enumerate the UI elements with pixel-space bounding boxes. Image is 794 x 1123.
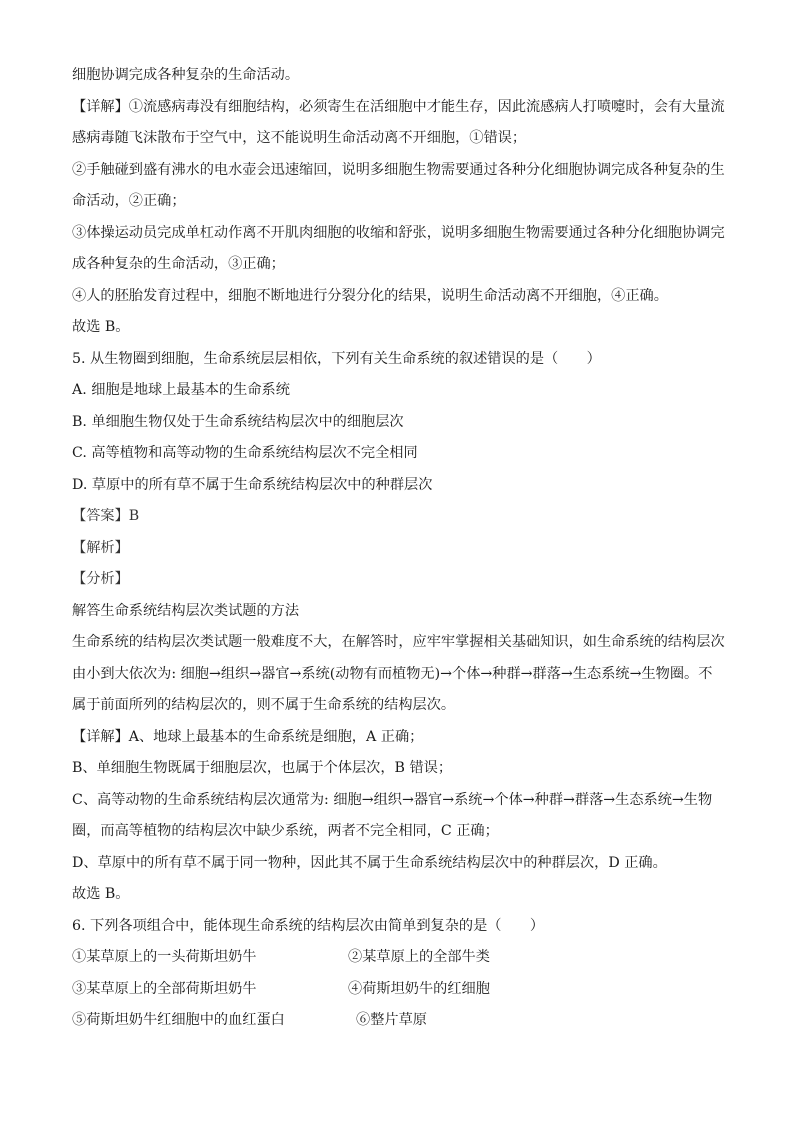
option-item: ③某草原上的全部荷斯坦奶牛 [72,981,257,997]
text-line: C、高等动物的生命系统结构层次通常为: 细胞→组织→器官→系统→个体→种群→群落→生态系统→生物 [72,792,713,808]
text-line: 解答生命系统结构层次类试题的方法 [72,603,300,619]
analysis-heading: 【解析】 [72,540,129,556]
text-line: 成各种复杂的生命活动，③正确； [72,256,285,272]
text-line: 属于前面所列的结构层次的，则不属于生命系统的结构层次。 [72,697,456,713]
option-item: ⑤荷斯坦奶牛红细胞中的血红蛋白 [72,1012,285,1028]
option-item: ①某草原上的一头荷斯坦奶牛 [72,949,257,965]
question-6-stem: 6. 下列各项组合中，能体现生命系统的结构层次由简单到复杂的是（ ） [72,918,545,934]
text-line: D、草原中的所有草不属于同一物种，因此其不属于生命系统结构层次中的种群层次，D 正确。 [72,855,667,871]
option-item: ④荷斯坦奶牛的红细胞 [348,981,490,997]
answer-label: 【答案】B [72,508,140,524]
text-line: 感病毒随飞沫散布于空气中，这不能说明生命活动离不开细胞，①错误； [72,130,527,146]
text-line: B、单细胞生物既属于细胞层次，也属于个体层次，B 错误； [72,760,453,776]
question-5-stem: 5. 从生物圈到细胞，生命系统层层相依，下列有关生命系统的叙述错误的是（ ） [72,351,601,367]
text-line: 细胞协调完成各种复杂的生命活动。 [72,67,300,83]
text-line: 【详解】①流感病毒没有细胞结构，必须寄生在活细胞中才能生存，因此流感病人打喷嚏时，会有大量流 [72,99,725,115]
text-line: ③体操运动员完成单杠动作离不开肌肉细胞的收缩和舒张，说明多细胞生物需要通过各种分化细胞协调完 [72,225,725,241]
option-c: C. 高等植物和高等动物的生命系统结构层次不完全相同 [72,445,418,461]
text-line: 故选 B。 [72,319,130,335]
option-item: ⑥整片草原 [356,1012,427,1028]
option-a: A. 细胞是地球上最基本的生命系统 [72,382,290,398]
text-line: 命活动，②正确； [72,193,186,209]
text-line: 由小到大依次为: 细胞→组织→器官→系统(动物有而植物无)→个体→种群→群落→生态系统→生物圈。不 [72,666,713,682]
option-d: D. 草原中的所有草不属于生命系统结构层次中的种群层次 [72,477,433,493]
text-line: 故选 B。 [72,886,130,902]
text-line: 【详解】A、地球上最基本的生命系统是细胞，A 正确； [72,729,424,745]
text-line: ④人的胚胎发育过程中，细胞不断地进行分裂分化的结果，说明生命活动离不开细胞，④正确。 [72,288,668,304]
text-line: 生命系统的结构层次类试题一般难度不大，在解答时，应牢牢掌握相关基础知识，如生命系统的结构层次 [72,634,725,650]
option-item: ②某草原上的全部牛类 [348,949,490,965]
text-line: 圈，而高等植物的结构层次中缺少系统，两者不完全相同，C 正确； [72,823,499,839]
option-b: B. 单细胞生物仅处于生命系统结构层次中的细胞层次 [72,414,404,430]
analysis-subheading: 【分析】 [72,571,129,587]
text-line: ②手触碰到盛有沸水的电水壶会迅速缩回，说明多细胞生物需要通过各种分化细胞协调完成各种复杂的生 [72,162,725,178]
